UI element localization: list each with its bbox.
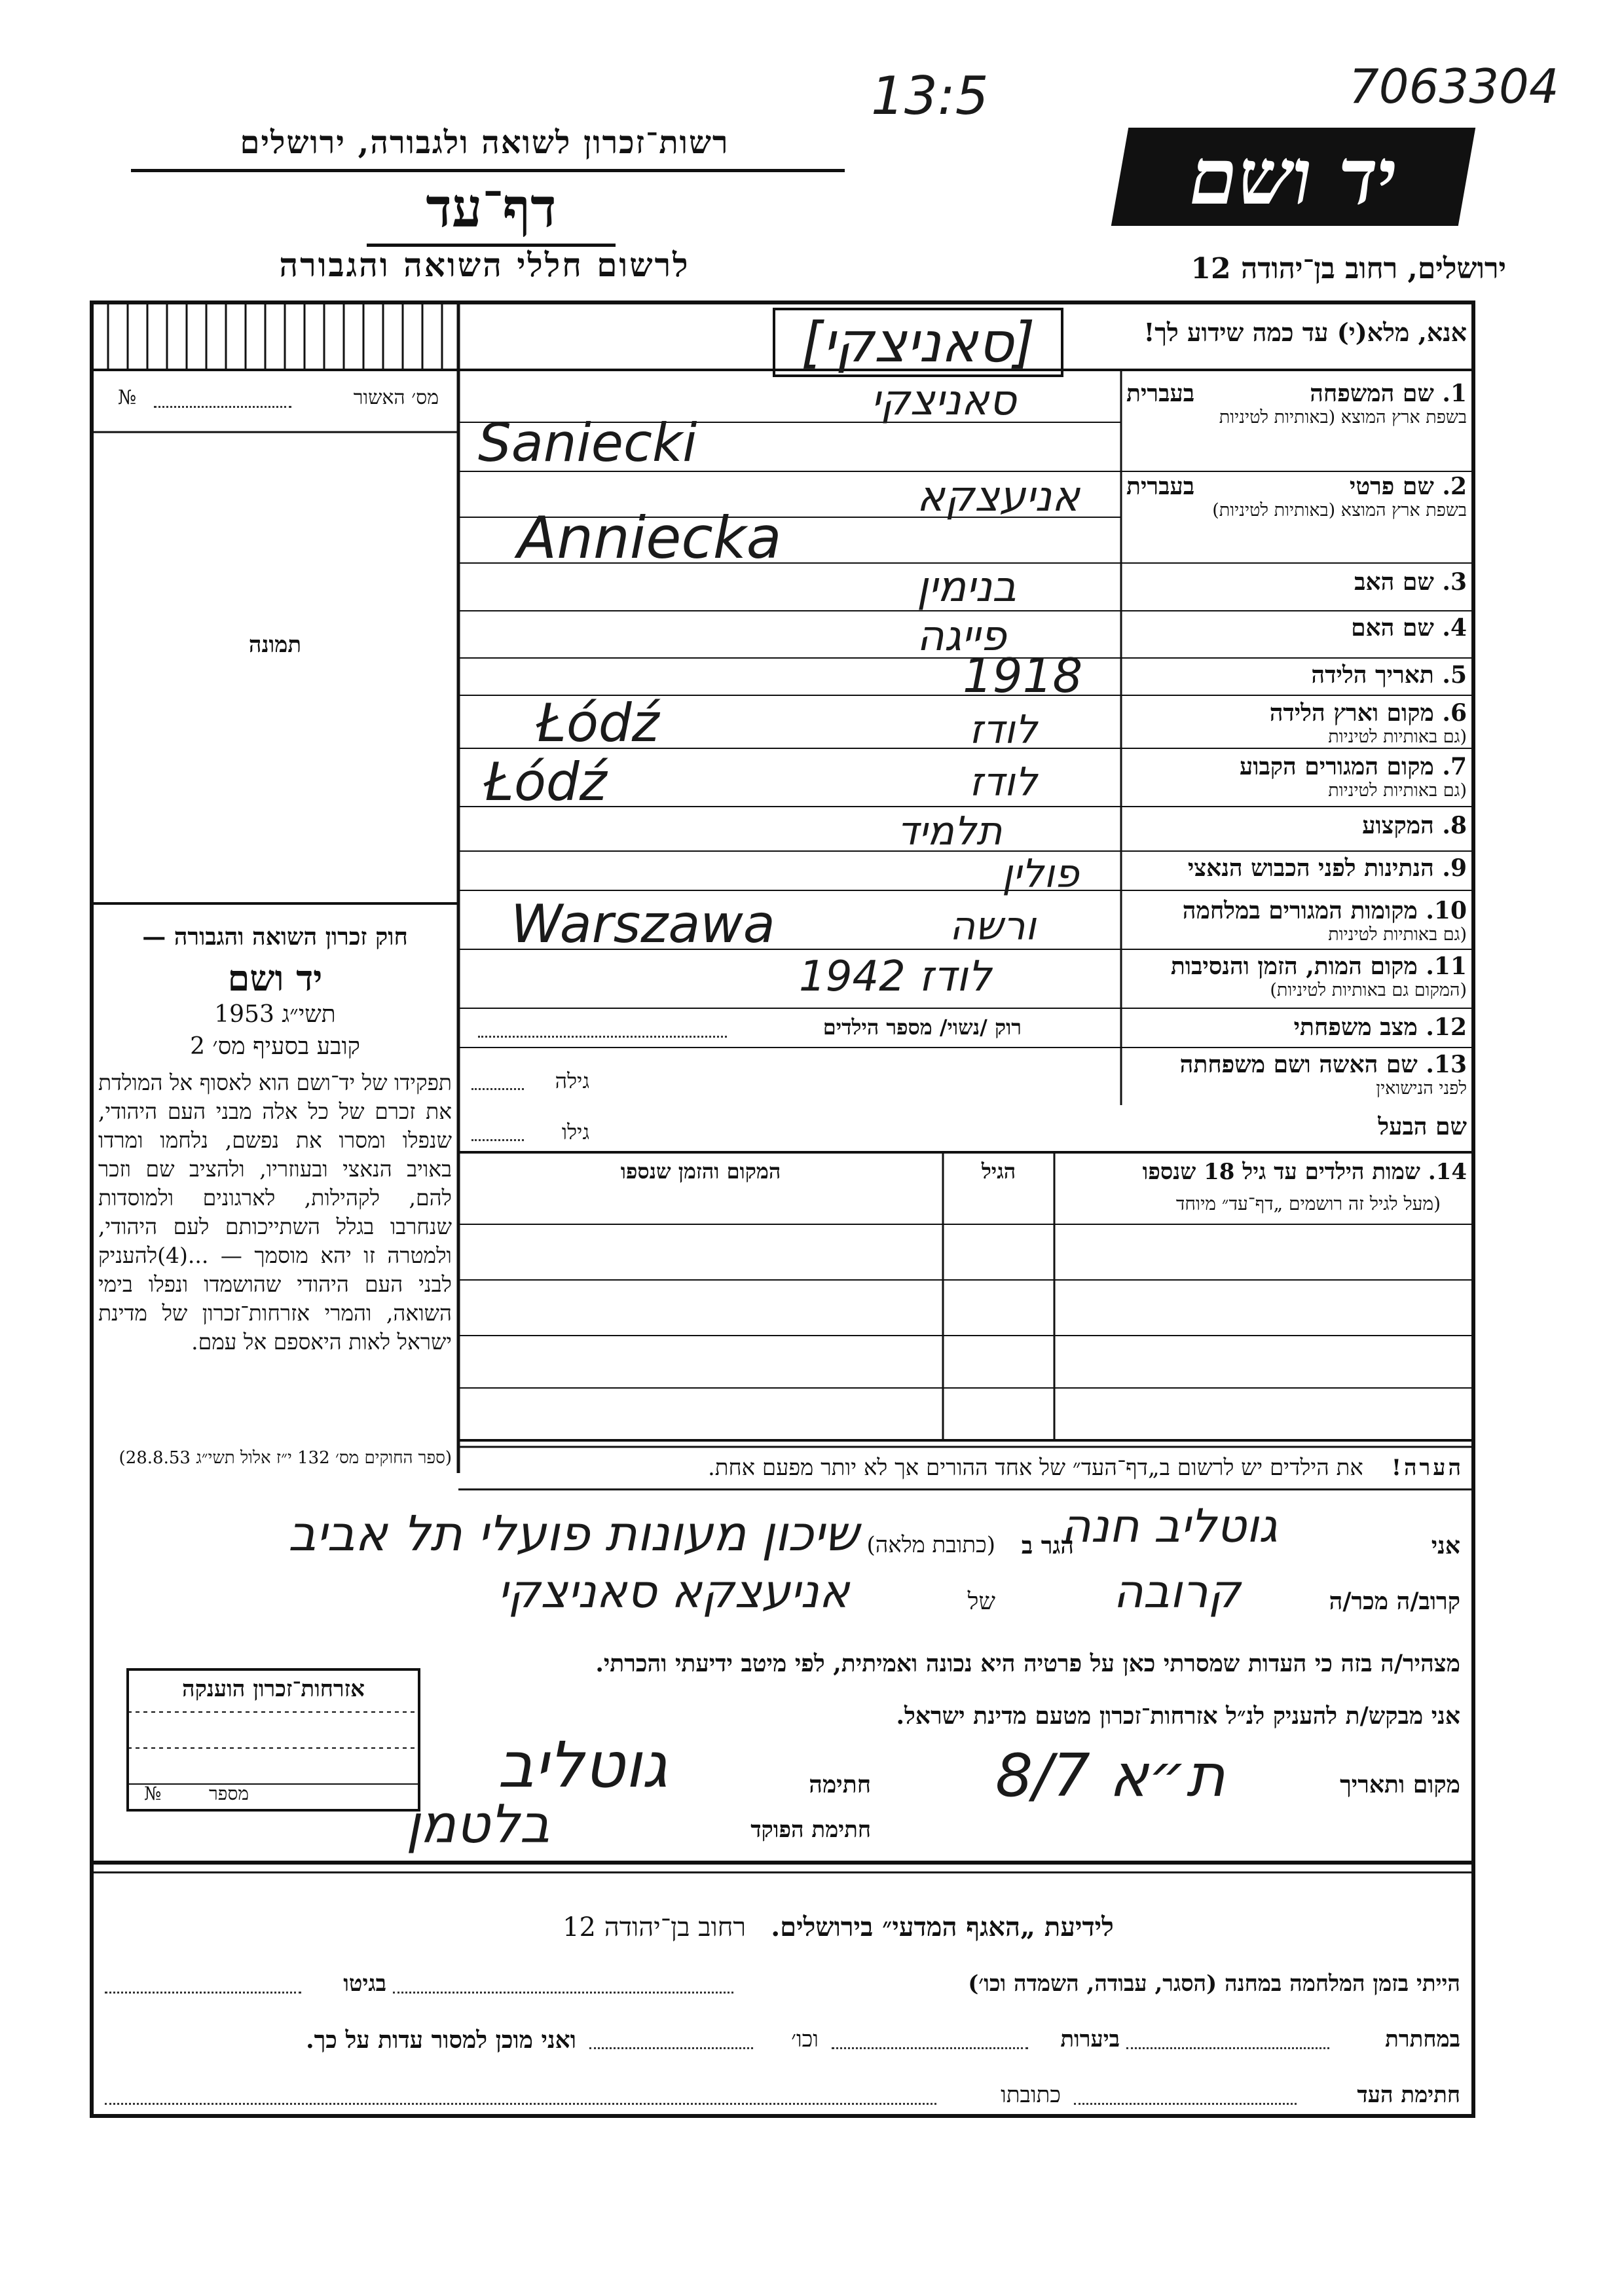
photo-label: תמונה [248, 632, 302, 658]
field-label: שם המשפחה [1310, 380, 1434, 407]
field-label: מקום המות, הזמן והנסיבות [1170, 953, 1418, 980]
hw-victim-ref: אניעצקא סאניצקי [498, 1565, 850, 1618]
hw-death-place-date: 1942 לודז [799, 953, 992, 1001]
field-label-row [1126, 614, 1467, 642]
footer-title: לידיעת „האגף המדעי״ בירושלים. [771, 1912, 1114, 1942]
archive-mark: 13:5 [871, 65, 989, 126]
field-sublabel: בשפת ארץ המוצא (באותיות לטיניות [1219, 407, 1467, 428]
law-year: תשי״ג 1953 [214, 1001, 336, 1028]
hw-birth-place-he: לודז [969, 707, 1037, 753]
field-number: 11. [1426, 953, 1467, 980]
note-label: הערה! [1392, 1455, 1464, 1481]
hw-officer-signature: בלטמן [406, 1794, 550, 1855]
hw-citizenship: פולין [1002, 851, 1079, 897]
children-number: 14. [1428, 1159, 1467, 1185]
field-number: 10. [1426, 897, 1467, 924]
note-text: את הילדים יש לרשום ב„דף־העד״ של אחד ההורים אך לא יותר מפעם אחת. [708, 1455, 1363, 1481]
husband-age-field[interactable] [471, 1138, 524, 1141]
camp-field[interactable] [393, 1990, 733, 1994]
field-sublabel: בשפת ארץ המוצא (באותיות לטיניות) [1212, 500, 1467, 520]
field-sublabel: (גם באותיות לטיניות [1328, 727, 1467, 747]
field-sublabel: (גם באותיות לטיניות [1328, 780, 1467, 801]
form-title: דף־עד [426, 177, 557, 240]
field-label-main [1126, 1113, 1467, 1140]
hw-family-name-latin: Saniecki [478, 412, 697, 473]
field-number: 4. [1442, 614, 1467, 642]
field-tag: בעברית [1126, 380, 1195, 407]
hw-residence-he: לודז [969, 759, 1037, 805]
field-label-row [1126, 753, 1467, 801]
footer-ready: ואני מוכן למסור עדות על כך. [306, 2026, 576, 2054]
field-number: 3. [1442, 568, 1467, 596]
hw-father-name: בנימין [917, 563, 1017, 611]
law-text: תפקידו של יד־ושם הוא לאסוף אל המולדת את זכרם של כל אלה מבני העם היהודי, שנפלו ומסרו את נפשם, נלחמו ומרדו באויב הנאצי ובעוזריו, ולהציב שם וזכר להם, לקהילות, לארגונים ולמוסדות שנחרבו בגלל השתייכותם לעם היהודי, ולמטרה זו יהא מוסמך — ...(4)להעניק לבני העם היהודי שהושמדו ונפלו בימי השואה, והמרי אזרחות־זכרון של מדינת ישראל לאות היאספם אל עמם. [98, 1070, 452, 1355]
hw-declarant-signature: גוטליב [498, 1728, 668, 1802]
field-tag: בעברית [1126, 473, 1195, 500]
field-label-main [1126, 812, 1467, 839]
hw-first-name-latin: Anniecka [517, 504, 782, 572]
field-number: 8. [1442, 812, 1467, 839]
hw-declarant-name: גוטליב חנה [1061, 1499, 1278, 1553]
field-label-main [1126, 699, 1467, 727]
hw-residence-latin: Łódź [485, 752, 607, 812]
field-number: 13. [1426, 1051, 1467, 1078]
field-label: שם הבעל [1378, 1113, 1467, 1140]
hw-first-name-he: אניעצקא [917, 473, 1080, 521]
hw-place-date: ת״א 8/7 [995, 1741, 1225, 1810]
field-label: שם פרטי [1349, 473, 1434, 500]
children-title: שמות הילדים עד גיל 18 שנספו [1142, 1159, 1420, 1185]
husband-age-label: גילו [561, 1120, 589, 1144]
decl-i: אני [1431, 1532, 1460, 1559]
field-number: 9. [1442, 854, 1467, 882]
field-label: שם האב [1354, 568, 1434, 596]
field-label-row [1126, 897, 1467, 945]
hw-wartime-residence-he: ורשה [950, 903, 1036, 949]
witness-sig-field[interactable] [1074, 2102, 1297, 2105]
children-col-place: המקום והזמן שנספו [620, 1159, 781, 1184]
marital-options: רוק /נשוי/ מספר הילדים [822, 1015, 1022, 1040]
footer-line1: הייתי בזמן המלחמה במחנה (הסגר, עבודה, השמדה וכו׳) [968, 1971, 1460, 1997]
decl-statement: מצהיר/ה בזה כי העדות שמסרתי כאן על פרטיה היא נכונה ואמיתית, לפי מיטב ידיעתי והכרתי. [595, 1650, 1460, 1677]
footer-witness-sig: חתימת העד [1357, 2082, 1460, 2108]
etc-field[interactable] [589, 2046, 753, 2049]
law-clause: קובע בסעיף מס׳ 2 [190, 1033, 360, 1060]
field-label-main [1126, 568, 1467, 596]
field-sublabel: (המקום גם באותיות לטיניות) [1270, 980, 1467, 1000]
footer-etc: וכו׳ [791, 2026, 819, 2052]
field-label: הנתינות לפני הכבוש הנאצי [1187, 854, 1434, 882]
field-number: 7. [1442, 753, 1467, 780]
hw-declarant-address: שיכון מעונות פועלי תל אביב [288, 1506, 859, 1562]
field-label-main [1126, 661, 1467, 689]
law-title: חוק זכרון השואה והגבורה — [142, 923, 408, 951]
field-label-row [1126, 953, 1467, 1001]
field-label-main [1126, 953, 1467, 980]
ghetto-field[interactable] [105, 1990, 301, 1994]
field-number: 1. [1442, 380, 1467, 407]
field-label: שם האם [1351, 614, 1434, 642]
decl-lives-in: הגר ב [1021, 1532, 1074, 1559]
hw-family-name-he: סאניצקי [871, 376, 1016, 425]
footer-address-label: כתובתו [1001, 2082, 1061, 2108]
footer-title-row [458, 1912, 1218, 1942]
field-label-main [1126, 897, 1467, 924]
field-sublabel: (גם באותיות לטיניות [1328, 924, 1467, 945]
citizenship-title: אזרחות־זכרון הוענקה [182, 1676, 365, 1702]
field-label-row [1126, 1051, 1467, 1099]
form-subtitle: לרשום חללי השואה והגבורה [279, 246, 690, 284]
field-label-main [1126, 1013, 1467, 1041]
field-label-row [1126, 854, 1467, 882]
field-label-row [1126, 473, 1467, 521]
header-address: ירושלים, רחוב בן־יהודה 12 [1190, 252, 1506, 285]
approval-field[interactable] [154, 405, 291, 408]
field-label: מקומות המגורים במלחמה [1182, 897, 1418, 924]
field-label-row [1126, 661, 1467, 689]
field-label: מקום וארץ הלידה [1269, 699, 1434, 727]
field-label: מקום המגורים הקבוע [1239, 753, 1434, 780]
hw-birth-date: 1918 [963, 648, 1083, 703]
field-label: מצב משפחתי [1293, 1013, 1418, 1041]
hw-wartime-residence-latin: Warszawa [511, 894, 775, 955]
wife-age-field[interactable] [471, 1087, 524, 1090]
decl-request: אני מבקש/ת להעניק לנ״ל אזרחות־זכרון מטעם מדינת ישראל. [896, 1702, 1460, 1730]
field-label-row [1126, 380, 1467, 428]
footer-forests: ביערות [1060, 2026, 1120, 2052]
hw-relation: קרובה [1113, 1565, 1241, 1618]
citizenship-number-label: מספר [209, 1783, 249, 1804]
field-label: שם האשה ושם משפחתה [1179, 1051, 1418, 1078]
field-number: 2. [1442, 473, 1467, 500]
pages-mark: 7063304 [1349, 59, 1559, 114]
wife-age-label: גילה [555, 1068, 589, 1093]
decl-signature: חתימה [809, 1771, 871, 1798]
field-label: המקצוע [1362, 812, 1434, 839]
field-number: 6. [1442, 699, 1467, 727]
field-label-main [1126, 854, 1467, 882]
decl-relative: קרוב/ה מכר/ה [1329, 1588, 1460, 1615]
law-name: יד ושם [227, 957, 323, 999]
note-row [471, 1455, 1464, 1481]
field-label-row [1126, 1113, 1467, 1140]
underground-field[interactable] [1126, 2046, 1329, 2049]
field-label-row [1126, 699, 1467, 748]
children-col-age: הגיל [981, 1159, 1016, 1184]
footer-underground: במחתרת [1385, 2026, 1460, 2052]
approval-label: מס׳ האשור [353, 386, 439, 409]
footer-ghetto: בגיטו [343, 1971, 386, 1997]
field-label-row [1126, 812, 1467, 839]
field-label-main [1126, 753, 1467, 780]
field-label-row [1126, 1013, 1467, 1041]
witness-address-field[interactable] [105, 2102, 936, 2105]
approval-no: № [118, 386, 137, 409]
decl-full-address: (כתובת מלאה) [866, 1532, 995, 1558]
field-number: 12. [1426, 1013, 1467, 1041]
field-label-main [1126, 1051, 1467, 1078]
decl-officer-signature: חתימת הפוקד [750, 1817, 871, 1843]
decl-of: של [967, 1588, 995, 1615]
field-label-main [1126, 614, 1467, 642]
forests-field[interactable] [832, 2046, 1028, 2049]
decl-place-date: מקום ותאריך [1340, 1771, 1460, 1798]
citizenship-no: № [144, 1783, 162, 1804]
footer-address: רחוב בן־יהודה 12 [563, 1912, 747, 1942]
hw-mother-name: פייגה [917, 612, 1006, 661]
law-reference: (ספר החוקים מס׳ 132 י״ז אלול תשי״ג 28.8.53) [119, 1448, 452, 1468]
children-count-field[interactable] [478, 1034, 727, 1038]
intro-instruction: אנא, מלא(י) עד כמה שידוע לך! [1143, 318, 1467, 347]
children-sub: (מעל לגיל זה רושמים „דף־עד״ מיוחד [1175, 1193, 1441, 1214]
yad-vashem-logo: יד ושם [1111, 128, 1475, 226]
hw-birth-place-latin: Łódź [537, 693, 659, 754]
field-label: תאריך הלידה [1311, 661, 1434, 689]
intro-stamp: [סאניצקי] [773, 308, 1063, 377]
field-sublabel: לפני הנישואין [1376, 1078, 1467, 1099]
hw-profession: תלמיד [897, 809, 1003, 854]
authority-title: רשות־זכרון לשואה ולגבורה, ירושלים [240, 124, 729, 161]
field-label-row [1126, 568, 1467, 596]
field-number: 5. [1442, 661, 1467, 689]
children-label [1067, 1159, 1467, 1185]
